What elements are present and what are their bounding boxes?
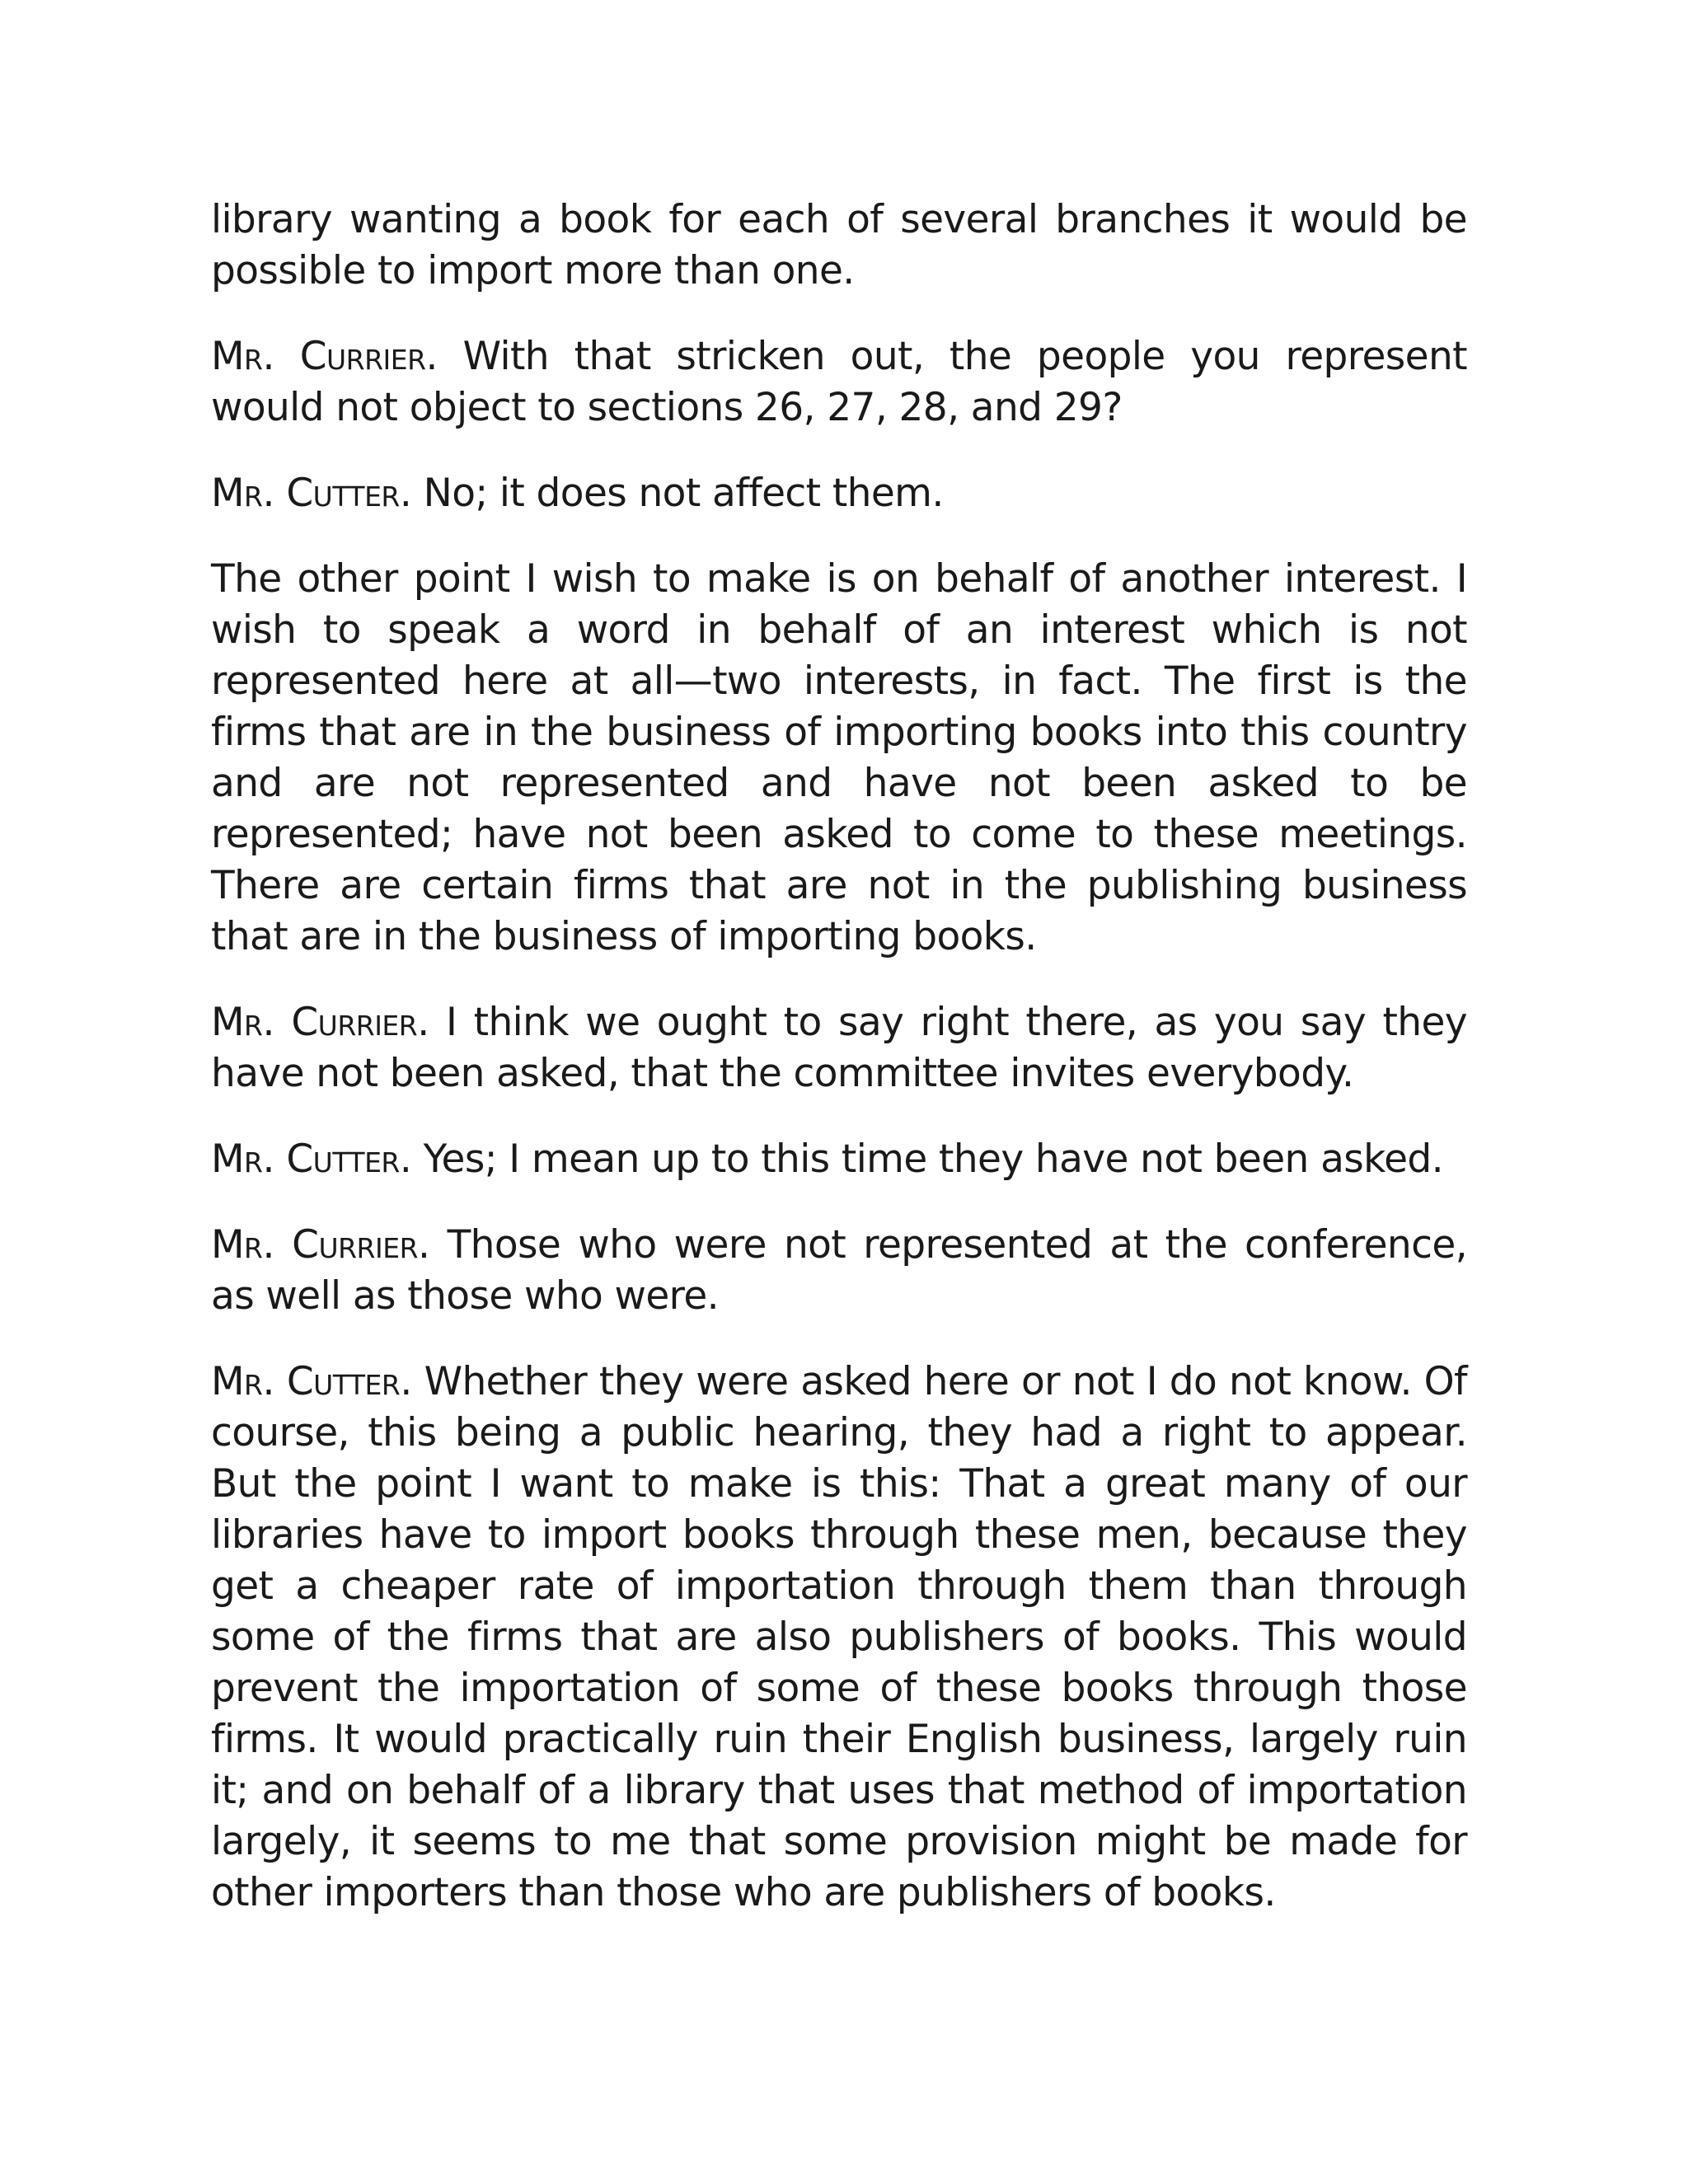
speaker-name: Mr. Currier.: [211, 1000, 429, 1045]
paragraph-4: [211, 554, 1467, 963]
paragraph-2: [211, 331, 1467, 434]
paragraph-7-text: Those who were not represented at the conference, as well as those who were.: [211, 1222, 1467, 1319]
paragraph-8: [211, 1357, 1467, 1919]
paragraph-4-text: The other point I wish to make is on behalf of another interest. I wish to speak a word in behalf of an interest which is not represented here at all—two interests, in fact. The first is the firms that are in the business of importing books into this country and are not represented and have not been asked to be represented; have not been asked to come to these meetings. There are certain firms that are not in the publishing business that are in the business of importing books.: [211, 556, 1467, 959]
speaker-name: Mr. Currier.: [211, 334, 438, 379]
paragraph-3: [211, 468, 1467, 519]
speaker-name: Mr. Cutter.: [211, 1137, 412, 1182]
paragraph-5-text: I think we ought to say right there, as you say they have not been asked, that the committee invites everybody.: [211, 1000, 1467, 1096]
paragraph-6-text: Yes; I mean up to this time they have not been asked.: [411, 1137, 1443, 1182]
speaker-name: Mr. Currier.: [211, 1222, 430, 1268]
paragraph-2-text: With that stricken out, the people you represent would not object to sections 26, 27, 28, and 29?: [211, 334, 1467, 430]
paragraph-3-text: No; it does not affect them.: [411, 471, 944, 516]
paragraph-1: [211, 194, 1467, 297]
speaker-name: Mr. Cutter.: [211, 1359, 412, 1404]
paragraph-5: [211, 997, 1467, 1099]
paragraph-7: [211, 1220, 1467, 1322]
document-page: [211, 194, 1467, 1953]
paragraph-6: [211, 1134, 1467, 1185]
paragraph-1-text: library wanting a book for each of several branches it would be possible to import more than one.: [211, 197, 1467, 293]
speaker-name: Mr. Cutter.: [211, 471, 412, 516]
paragraph-8-text: Whether they were asked here or not I do not know. Of course, this being a public hearing, they had a right to appear. But the point I want to make is this: That a great many of our libraries have to import books through these men, because they get a cheaper rate of importation through them than through some of the firms that are also publishers of books. This would prevent the importation of some of these books through those firms. It would practically ruin their English business, largely ruin it; and on behalf of a library that uses that method of importation largely, it seems to me that some provision might be made for other importers than those who are publishers of books.: [211, 1359, 1467, 1915]
